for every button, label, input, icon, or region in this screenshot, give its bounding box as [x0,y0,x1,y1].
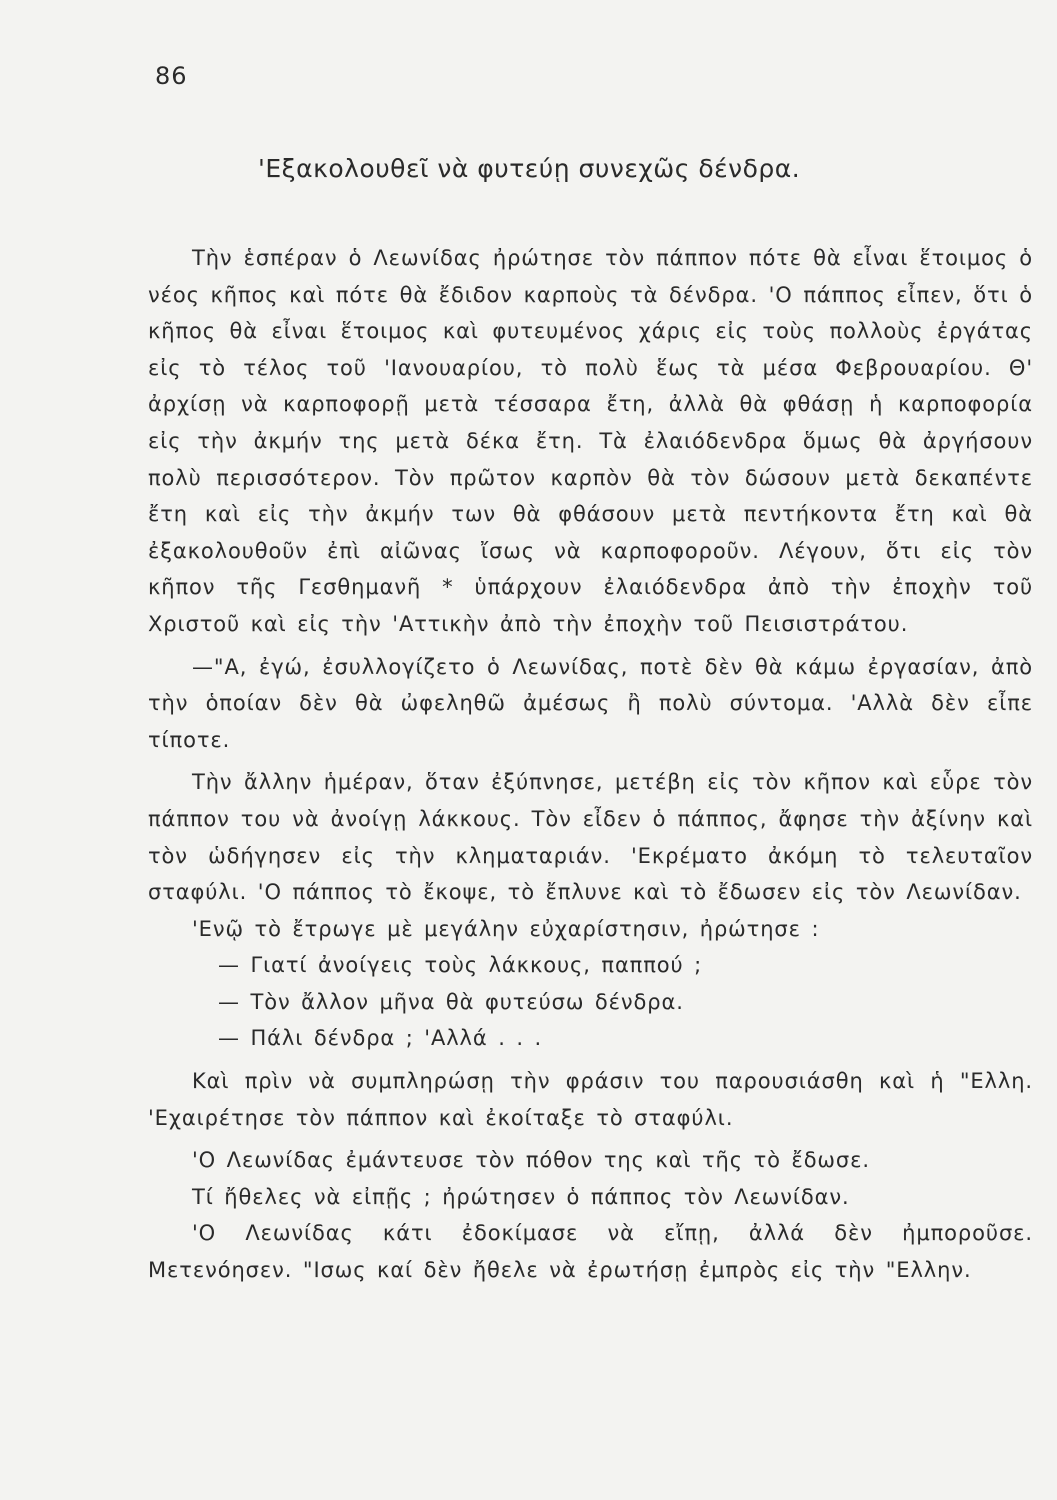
dialogue-line: — Τὸν ἄλλον μῆνα θὰ φυτεύσω δένδρα. [218,989,684,1014]
paragraph: 'Ο Λεωνίδας ἐμάντευσε τὸν πόθον της καὶ τῆς τὸ ἔδωσε. [192,1148,870,1173]
paragraph: Τὴν ἄλλην ἡμέραν, ὅταν ἐξύπνησε, μετέβη εἰς τὸν κῆπον καὶ εὗρε τὸν πάππον του νὰ ἀνοίγῃ λάκκους. Τὸν εἶδεν ὁ πάππος, ἄφησε τὴν ἀξίνην καὶ τὸν ὡδήγησεν εἰς τὴν κληματαριάν. 'Εκρέματο ἀκόμη τὸ τελευταῖον σταφύλι. 'Ο πάππος τὸ ἔκοψε, τὸ ἔπλυνε καὶ τὸ ἔδωσεν εἰς τὸν Λεωνίδαν. [148,770,1033,905]
dialogue-line: — Γιατί ἀνοίγεις τοὺς λάκκους, παππού ; [218,953,703,978]
paragraph: Τὴν ἑσπέραν ὁ Λεωνίδας ἠρώτησε τὸν πάππον πότε θὰ εἶναι ἕτοιμος ὁ νέος κῆπος καὶ πότε θὰ ἔδιδον καρποὺς τὰ δένδρα. 'Ο πάππος εἶπεν, ὅτι ὁ κῆπος θὰ εἶναι ἕτοιμος καὶ φυτευμένος χάρις εἰς τοὺς πολλοὺς ἐργάτας εἰς τὸ τέλος τοῦ 'Ιανουαρίου, τὸ πολὺ ἕως τὰ μέσα Φεβρουαρίου. Θ' ἀρχίσῃ νὰ καρποφορῇ μετὰ τέσσαρα ἔτη, ἀλλὰ θὰ φθάσῃ ἡ καρποφορία εἰς τὴν ἀκμήν της μετὰ δέκα ἔτη. Τὰ ἐλαιόδενδρα ὅμως θὰ ἀργήσουν πολὺ περισσότερον. Τὸν πρῶτον καρπὸν θὰ τὸν δώσουν μετὰ δεκαπέντε ἔτη καὶ εἰς τὴν ἀκμήν των θὰ φθάσουν μετὰ πεντήκοντα ἔτη καὶ θὰ ἐξακολουθοῦν ἐπὶ αἰῶνας ἴσως νὰ καρποφοροῦν. Λέγουν, ὅτι εἰς τὸν κῆπον τῆς Γεσθημανῆ * ὑπάρχουν ἐλαιόδενδρα ἀπὸ τὴν ἐποχὴν τοῦ Χριστοῦ καὶ εἰς τὴν 'Αττικὴν ἀπὸ τὴν ἐποχὴν τοῦ Πεισιστράτου. [148,246,1033,636]
dialogue-line: — Πάλι δένδρα ; 'Αλλά . . . [218,1026,543,1051]
body-text [148,240,1033,1289]
paragraph: Τί ἤθελες νὰ εἰπῇς ; ἠρώτησεν ὁ πάππος τὸν Λεωνίδαν. [192,1184,850,1209]
paragraph: Καὶ πρὶν νὰ συμπληρώσῃ τὴν φράσιν του παρουσιάσθη καὶ ἡ "Ελλη. 'Εχαιρέτησε τὸν πάππον καὶ ἐκοίταξε τὸ σταφύλι. [148,1069,1033,1130]
paragraph: —"Α, ἐγώ, ἐσυλλογίζετο ὁ Λεωνίδας, ποτὲ δὲν θὰ κάμω ἐργασίαν, ἀπὸ τὴν ὁποίαν δὲν θὰ ὠφεληθῶ ἀμέσως ἢ πολὺ σύντομα. 'Αλλὰ δὲν εἶπε τίποτε. [148,654,1033,752]
chapter-title: 'Εξακολουθεῖ νὰ φυτεύῃ συνεχῶς δένδρα. [258,154,801,183]
paragraph: 'Ο Λεωνίδας κάτι ἐδοκίμασε νὰ εἴπῃ, ἀλλά δὲν ἠμποροῦσε. Μετενόησεν. "Ισως καί δὲν ἤθελε νὰ ἐρωτήσῃ ἐμπρὸς εἰς τὴν "Ελλην. [148,1221,1033,1283]
paragraph: 'Ενῷ τὸ ἔτρωγε μὲ μεγάλην εὐχαρίστησιν, ἠρώτησε : [192,916,820,941]
page-number: 86 [155,62,188,90]
